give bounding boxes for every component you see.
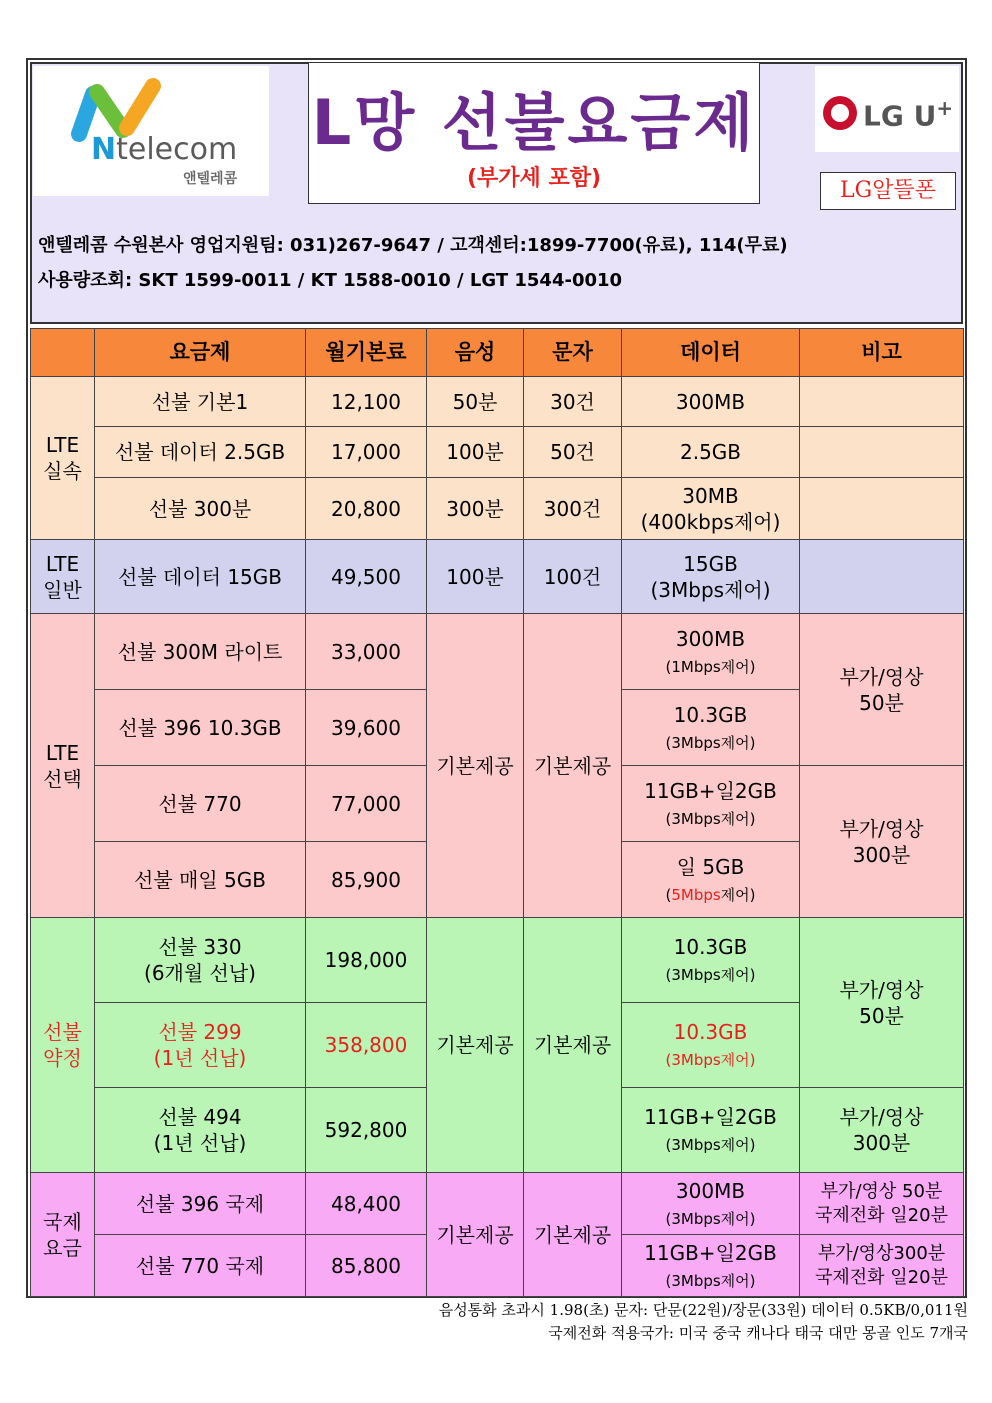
plan-name: 선불 396 국제 — [95, 1173, 306, 1235]
monthly-fee: 48,400 — [306, 1173, 427, 1235]
monthly-fee: 17,000 — [306, 427, 427, 478]
footer-international-countries: 국제전화 적용국가: 미국 중국 캐나다 태국 대만 몽골 인도 7개국 — [548, 1324, 968, 1342]
data-allowance: 11GB+일2GB (3Mbps제어) — [622, 1088, 800, 1173]
monthly-fee: 20,800 — [306, 478, 427, 540]
sms-allowance: 100건 — [524, 540, 622, 614]
data-allowance: 300MB — [622, 377, 800, 427]
sms-allowance: 30건 — [524, 377, 622, 427]
lguplus-logo-text: LG U+ — [863, 96, 954, 133]
data-allowance: 11GB+일2GB (3Mbps제어) — [622, 766, 800, 842]
plan-name: 선불 데이터 15GB — [95, 540, 306, 614]
sms-allowance: 300건 — [524, 478, 622, 540]
sms-allowance: 기본제공 — [524, 614, 622, 918]
column-header-plan: 요금제 — [95, 329, 306, 377]
group-label-international: 국제 요금 — [31, 1173, 95, 1297]
group-label-prepaid-contract: 선불 약정 — [31, 918, 95, 1173]
voice-allowance: 100분 — [427, 540, 524, 614]
page-title: L망 선불요금제 — [311, 86, 757, 159]
note: 부가/영상300분 국제전화 일20분 — [800, 1235, 964, 1297]
plan-name: 선불 330 (6개월 선납) — [95, 918, 306, 1003]
ntelecom-logo-text: Ntelecom — [91, 132, 238, 167]
voice-allowance: 기본제공 — [427, 918, 524, 1173]
voice-allowance: 300분 — [427, 478, 524, 540]
table-row — [31, 478, 964, 540]
column-header-fee: 월기본료 — [306, 329, 427, 377]
column-header-blank — [31, 329, 95, 377]
plan-name: 선불 기본1 — [95, 377, 306, 427]
lg-face-icon — [823, 96, 857, 130]
table-row — [31, 918, 964, 1003]
footer-overage-rates: 음성통화 초과시 1.98(초) 문자: 단문(22원)/장문(33원) 데이터 0.5KB/0,011원 — [438, 1301, 968, 1319]
voice-allowance: 100분 — [427, 427, 524, 478]
data-allowance: 10.3GB (3Mbps제어) — [622, 918, 800, 1003]
plan-name: 선불 매일 5GB — [95, 842, 306, 918]
data-allowance: 11GB+일2GB (3Mbps제어) — [622, 1235, 800, 1297]
column-header-data: 데이터 — [622, 329, 800, 377]
rate-table — [30, 328, 964, 1297]
note — [800, 427, 964, 478]
sms-allowance: 50건 — [524, 427, 622, 478]
table-row — [31, 377, 964, 427]
title-box — [308, 62, 760, 204]
lg-mvno-label: LG알뜰폰 — [820, 172, 956, 210]
monthly-fee: 33,000 — [306, 614, 427, 690]
note — [800, 377, 964, 427]
table-header-row — [31, 329, 964, 377]
data-allowance: 300MB (3Mbps제어) — [622, 1173, 800, 1235]
column-header-note: 비고 — [800, 329, 964, 377]
note — [800, 540, 964, 614]
column-header-sms: 문자 — [524, 329, 622, 377]
monthly-fee: 49,500 — [306, 540, 427, 614]
column-header-voice: 음성 — [427, 329, 524, 377]
plan-name: 선불 770 국제 — [95, 1235, 306, 1297]
note: 부가/영상 300분 — [800, 1088, 964, 1173]
group-label-lte-select: LTE 선택 — [31, 614, 95, 918]
note — [800, 478, 964, 540]
monthly-fee: 358,800 — [306, 1003, 427, 1088]
page-subtitle: (부가세 포함) — [466, 166, 602, 191]
monthly-fee: 85,800 — [306, 1235, 427, 1297]
sms-allowance: 기본제공 — [524, 1173, 622, 1297]
voice-allowance: 기본제공 — [427, 614, 524, 918]
data-allowance: 10.3GB (3Mbps제어) — [622, 1003, 800, 1088]
sms-allowance: 기본제공 — [524, 918, 622, 1173]
monthly-fee: 85,900 — [306, 842, 427, 918]
data-allowance: 300MB (1Mbps제어) — [622, 614, 800, 690]
monthly-fee: 12,100 — [306, 377, 427, 427]
usage-inquiry-info: 사용량조회: SKT 1599-0011 / KT 1588-0010 / LGT 1544-0010 — [38, 270, 623, 291]
monthly-fee: 39,600 — [306, 690, 427, 766]
note: 부가/영상 50분 — [800, 918, 964, 1088]
data-allowance: 일 5GB (5Mbps제어) — [622, 842, 800, 918]
voice-allowance: 50분 — [427, 377, 524, 427]
note: 부가/영상 50분 — [800, 614, 964, 766]
plan-name: 선불 299 (1년 선납) — [95, 1003, 306, 1088]
plan-name: 선불 300분 — [95, 478, 306, 540]
table-row — [31, 1173, 964, 1235]
ntelecom-logo — [33, 66, 269, 196]
note: 부가/영상 50분 국제전화 일20분 — [800, 1173, 964, 1235]
voice-allowance: 기본제공 — [427, 1173, 524, 1297]
note: 부가/영상 300분 — [800, 766, 964, 918]
table-row — [31, 540, 964, 614]
group-label-lte-general: LTE 일반 — [31, 540, 95, 614]
plan-name: 선불 770 — [95, 766, 306, 842]
monthly-fee: 198,000 — [306, 918, 427, 1003]
group-label-lte-basic: LTE 실속 — [31, 377, 95, 540]
plan-name: 선불 300M 라이트 — [95, 614, 306, 690]
table-row — [31, 614, 964, 690]
data-allowance: 2.5GB — [622, 427, 800, 478]
monthly-fee: 592,800 — [306, 1088, 427, 1173]
plan-name: 선불 396 10.3GB — [95, 690, 306, 766]
plan-name: 선불 데이터 2.5GB — [95, 427, 306, 478]
lguplus-logo — [815, 66, 959, 152]
ntelecom-logo-subtext: 앤텔레콤 — [183, 171, 238, 187]
data-allowance: 15GB (3Mbps제어) — [622, 540, 800, 614]
data-allowance: 30MB (400kbps제어) — [622, 478, 800, 540]
contact-info: 앤텔레콤 수원본사 영업지원팀: 031)267-9647 / 고객센터:1899-7700(유료), 114(무료) — [38, 235, 788, 256]
monthly-fee: 77,000 — [306, 766, 427, 842]
plan-name: 선불 494 (1년 선납) — [95, 1088, 306, 1173]
table-row — [31, 427, 964, 478]
data-allowance: 10.3GB (3Mbps제어) — [622, 690, 800, 766]
